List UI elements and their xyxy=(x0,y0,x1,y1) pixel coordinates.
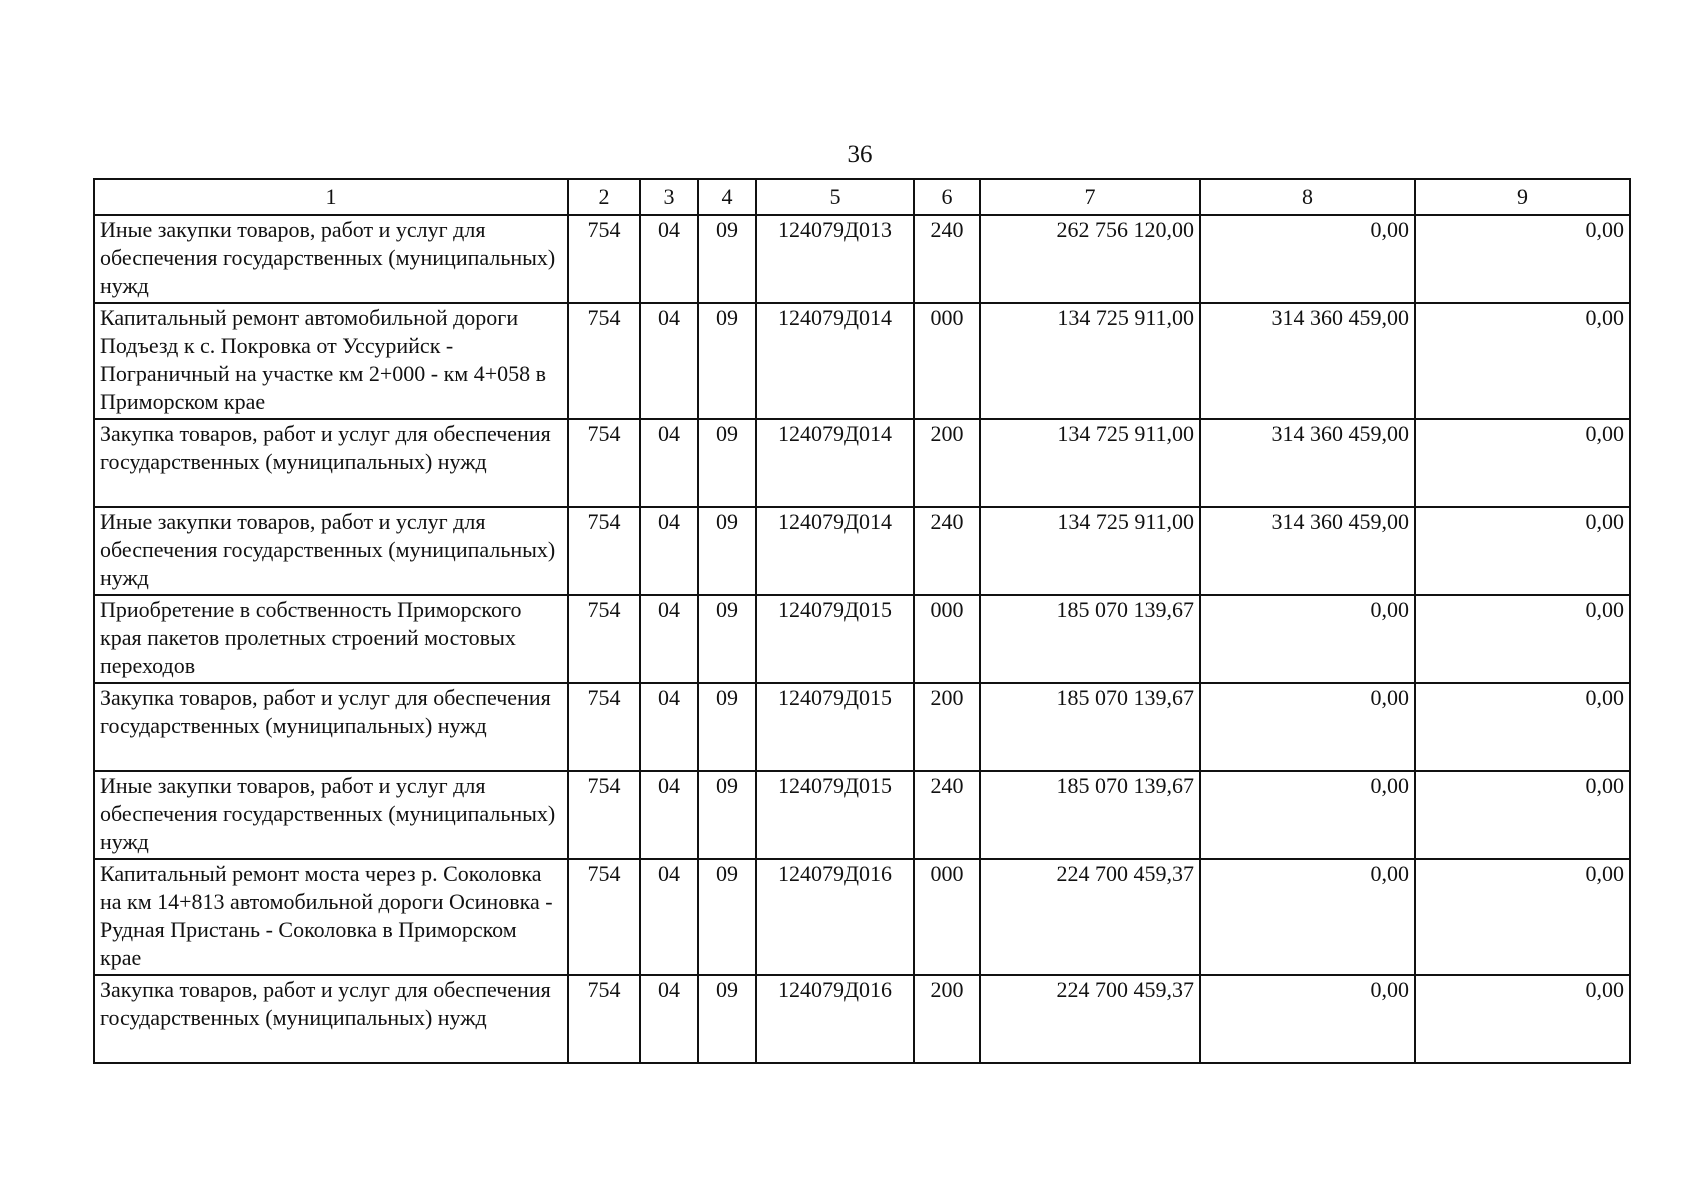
section-code: 04 xyxy=(640,683,698,771)
subsection-code: 09 xyxy=(698,303,756,419)
subsection-code: 09 xyxy=(698,595,756,683)
expense-type-code: 000 xyxy=(914,595,980,683)
column-header: 2 xyxy=(568,179,640,215)
amount-col8: 0,00 xyxy=(1200,975,1415,1063)
ministry-code: 754 xyxy=(568,215,640,303)
column-header: 8 xyxy=(1200,179,1415,215)
expense-name: Приобретение в собственность Приморского края пакетов пролетных строений мостовых переходов xyxy=(94,595,568,683)
subsection-code: 09 xyxy=(698,507,756,595)
subsection-code: 09 xyxy=(698,215,756,303)
amount-col7: 185 070 139,67 xyxy=(980,683,1200,771)
target-article-code: 124079Д013 xyxy=(756,215,914,303)
column-header: 9 xyxy=(1415,179,1630,215)
amount-col8: 0,00 xyxy=(1200,683,1415,771)
expense-type-code: 240 xyxy=(914,507,980,595)
column-header: 4 xyxy=(698,179,756,215)
target-article-code: 124079Д015 xyxy=(756,595,914,683)
ministry-code: 754 xyxy=(568,595,640,683)
amount-col8: 314 360 459,00 xyxy=(1200,419,1415,507)
amount-col9: 0,00 xyxy=(1415,215,1630,303)
expense-type-code: 000 xyxy=(914,859,980,975)
expense-type-code: 240 xyxy=(914,771,980,859)
budget-table xyxy=(93,178,1631,1064)
page-number: 36 xyxy=(847,141,873,168)
amount-col9: 0,00 xyxy=(1415,419,1630,507)
expense-name: Закупка товаров, работ и услуг для обеспечения государственных (муниципальных) нужд xyxy=(94,683,568,771)
table-row xyxy=(94,507,1630,595)
expense-name: Иные закупки товаров, работ и услуг для обеспечения государственных (муниципальных) нужд xyxy=(94,771,568,859)
subsection-code: 09 xyxy=(698,419,756,507)
section-code: 04 xyxy=(640,507,698,595)
subsection-code: 09 xyxy=(698,859,756,975)
amount-col7: 185 070 139,67 xyxy=(980,771,1200,859)
table-row xyxy=(94,215,1630,303)
ministry-code: 754 xyxy=(568,419,640,507)
amount-col9: 0,00 xyxy=(1415,975,1630,1063)
target-article-code: 124079Д015 xyxy=(756,771,914,859)
expense-type-code: 200 xyxy=(914,975,980,1063)
expense-type-code: 200 xyxy=(914,419,980,507)
amount-col7: 134 725 911,00 xyxy=(980,303,1200,419)
target-article-code: 124079Д014 xyxy=(756,507,914,595)
subsection-code: 09 xyxy=(698,771,756,859)
expense-type-code: 000 xyxy=(914,303,980,419)
ministry-code: 754 xyxy=(568,303,640,419)
amount-col7: 262 756 120,00 xyxy=(980,215,1200,303)
target-article-code: 124079Д016 xyxy=(756,975,914,1063)
amount-col9: 0,00 xyxy=(1415,507,1630,595)
table-row xyxy=(94,975,1630,1063)
expense-name: Иные закупки товаров, работ и услуг для обеспечения государственных (муниципальных) нужд xyxy=(94,215,568,303)
target-article-code: 124079Д016 xyxy=(756,859,914,975)
section-code: 04 xyxy=(640,859,698,975)
table-row xyxy=(94,771,1630,859)
amount-col9: 0,00 xyxy=(1415,303,1630,419)
target-article-code: 124079Д014 xyxy=(756,419,914,507)
amount-col7: 185 070 139,67 xyxy=(980,595,1200,683)
expense-name: Капитальный ремонт автомобильной дороги Подъезд к с. Покровка от Уссурийск - Пограничный на участке км 2+000 - км 4+058 в Приморском крае xyxy=(94,303,568,419)
section-code: 04 xyxy=(640,771,698,859)
section-code: 04 xyxy=(640,975,698,1063)
expense-name: Иные закупки товаров, работ и услуг для обеспечения государственных (муниципальных) нужд xyxy=(94,507,568,595)
amount-col8: 0,00 xyxy=(1200,215,1415,303)
amount-col8: 0,00 xyxy=(1200,859,1415,975)
column-header: 3 xyxy=(640,179,698,215)
amount-col7: 134 725 911,00 xyxy=(980,507,1200,595)
amount-col8: 314 360 459,00 xyxy=(1200,507,1415,595)
subsection-code: 09 xyxy=(698,683,756,771)
table-row xyxy=(94,303,1630,419)
expense-name: Закупка товаров, работ и услуг для обеспечения государственных (муниципальных) нужд xyxy=(94,419,568,507)
table-body xyxy=(94,215,1630,1063)
amount-col7: 134 725 911,00 xyxy=(980,419,1200,507)
header-row xyxy=(94,179,1630,215)
amount-col9: 0,00 xyxy=(1415,771,1630,859)
expense-type-code: 200 xyxy=(914,683,980,771)
section-code: 04 xyxy=(640,595,698,683)
column-header: 5 xyxy=(756,179,914,215)
subsection-code: 09 xyxy=(698,975,756,1063)
target-article-code: 124079Д015 xyxy=(756,683,914,771)
ministry-code: 754 xyxy=(568,859,640,975)
column-header: 7 xyxy=(980,179,1200,215)
amount-col7: 224 700 459,37 xyxy=(980,975,1200,1063)
table-row xyxy=(94,859,1630,975)
amount-col8: 314 360 459,00 xyxy=(1200,303,1415,419)
ministry-code: 754 xyxy=(568,683,640,771)
ministry-code: 754 xyxy=(568,771,640,859)
amount-col9: 0,00 xyxy=(1415,859,1630,975)
ministry-code: 754 xyxy=(568,507,640,595)
amount-col8: 0,00 xyxy=(1200,771,1415,859)
amount-col9: 0,00 xyxy=(1415,683,1630,771)
table-row xyxy=(94,595,1630,683)
column-header: 6 xyxy=(914,179,980,215)
amount-col9: 0,00 xyxy=(1415,595,1630,683)
table-row xyxy=(94,683,1630,771)
expense-name: Капитальный ремонт моста через р. Соколовка на км 14+813 автомобильной дороги Осиновка - Рудная Пристань - Соколовка в Приморском крае xyxy=(94,859,568,975)
section-code: 04 xyxy=(640,303,698,419)
table-header xyxy=(94,179,1630,215)
column-header: 1 xyxy=(94,179,568,215)
amount-col7: 224 700 459,37 xyxy=(980,859,1200,975)
expense-name: Закупка товаров, работ и услуг для обеспечения государственных (муниципальных) нужд xyxy=(94,975,568,1063)
section-code: 04 xyxy=(640,215,698,303)
table-row xyxy=(94,419,1630,507)
amount-col8: 0,00 xyxy=(1200,595,1415,683)
section-code: 04 xyxy=(640,419,698,507)
target-article-code: 124079Д014 xyxy=(756,303,914,419)
ministry-code: 754 xyxy=(568,975,640,1063)
expense-type-code: 240 xyxy=(914,215,980,303)
